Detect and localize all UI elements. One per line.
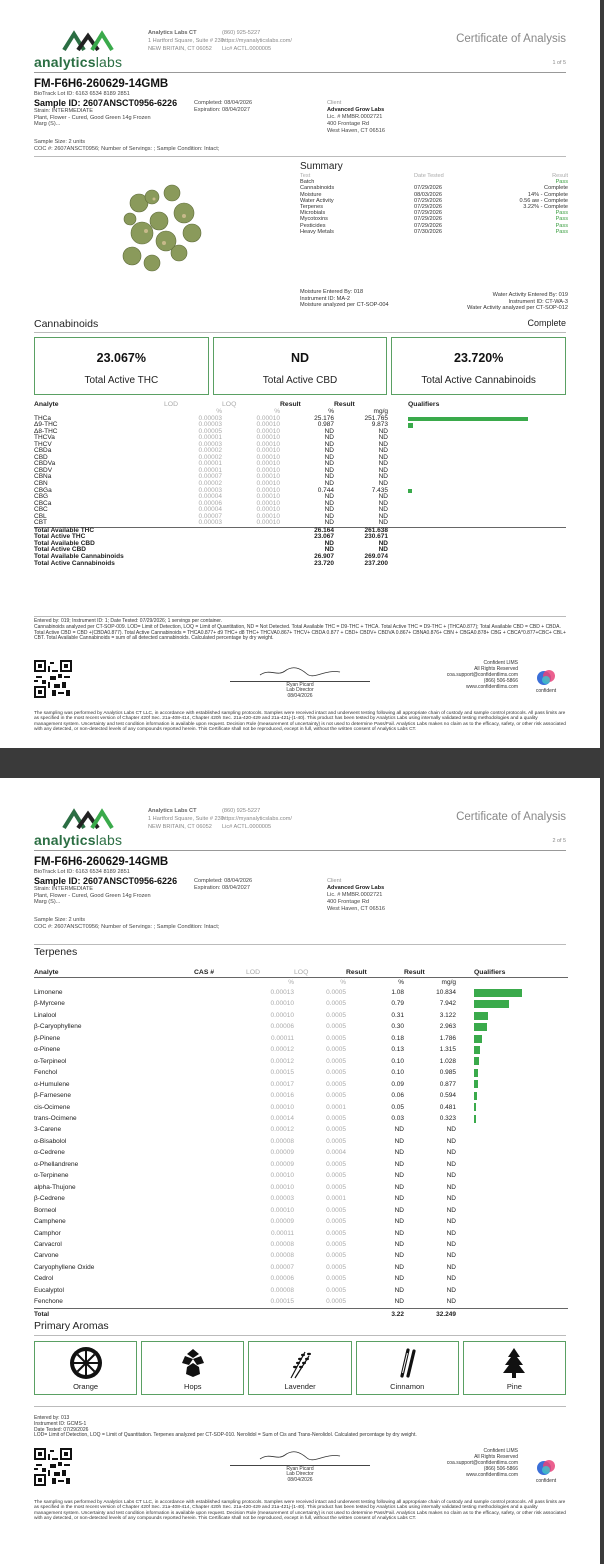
result-bar: [474, 1012, 488, 1020]
table-units: % % % mg/g: [216, 408, 388, 415]
table-row: Fenchol 0.00015 0.0005 0.10 0.985: [34, 1067, 568, 1078]
orange-icon: [69, 1346, 103, 1380]
summary-row: Moisture 08/03/2026 14% - Complete: [300, 191, 568, 198]
table-row: β-Cedrene 0.00003 0.0001 ND ND: [34, 1195, 456, 1203]
cannabinoid-totals: [34, 337, 566, 395]
aroma-label: Orange: [73, 1382, 99, 1391]
moisture-notes: Moisture Entered By: 018 Instrument ID: MA-2 Moisture analyzed per CT-SOP-004: [300, 289, 389, 309]
table-row: CBN 0.00002 0.00010 ND ND: [34, 480, 388, 488]
table-row: CBG 0.00004 0.00010 ND ND: [34, 493, 388, 501]
certificate-title: Certificate of Analysis: [456, 811, 566, 823]
result-bar: [474, 1035, 482, 1043]
summary-panel: [300, 161, 568, 316]
cannabinoids-status: Complete: [527, 318, 566, 328]
lot-title: FM-F6H6-260629-14GMB: [34, 78, 169, 90]
confident-logo-icon: [536, 1458, 556, 1476]
divider: [34, 616, 566, 617]
aroma-hops: [141, 1341, 244, 1395]
table-row: alpha-Thujone 0.00010 0.0005 ND ND: [34, 1183, 456, 1191]
table-units: % % % mg/g: [288, 979, 456, 986]
qr-code-icon[interactable]: [34, 1448, 72, 1486]
result-bar: [474, 1103, 476, 1111]
total-row: Total Active CBD ND ND: [34, 546, 388, 554]
divider: [34, 944, 566, 945]
table-row: CBDV 0.00001 0.00010 ND ND: [34, 466, 388, 474]
result-bar: [474, 1057, 479, 1065]
terpenes-title: Terpenes: [34, 946, 78, 958]
table-row: Camphene 0.00009 0.0005 ND ND: [34, 1218, 456, 1226]
confident-logo-icon: [536, 668, 556, 686]
table-row: β-Farnesene 0.00016 0.0005 0.06 0.594: [34, 1090, 568, 1101]
coa-page-1: [0, 0, 600, 748]
table-row: THCVa 0.00001 0.00010 ND ND: [34, 434, 388, 442]
confident-logo: confident: [528, 1458, 564, 1484]
table-row: cis-Ocimene 0.00010 0.0001 0.05 0.481: [34, 1102, 568, 1113]
summary-row: Pesticides 07/29/2026 Pass: [300, 222, 568, 229]
sample-size: Sample Size: 2 units COC #: 2607ANSCT0956; Number of Servings: ; Sample Condition: Intact;: [34, 139, 220, 152]
summary-row: Batch Pass: [300, 179, 568, 186]
lab-contact: (860) 925-5227 https://myanalyticslabs.com/ Lic# ACTL.0000005: [222, 808, 292, 830]
page-header: [34, 22, 566, 72]
client-info: Client Advanced Grow Labs Lic. # MMBR.0002721 400 Frontage Rd West Haven, CT 06516: [327, 100, 385, 134]
table-row: CBC 0.00004 0.00010 ND ND: [34, 506, 388, 514]
water-activity-notes: Water Activity Entered By: 019 Instrument ID: CT-WA-3 Water Activity analyzed per CT-SOP-012: [467, 292, 568, 312]
result-bar: [408, 417, 528, 422]
sample-id: Sample ID: 2607ANSCT0956-6226: [34, 876, 178, 886]
table-row: α-Bisabolol 0.00008 0.0005 ND ND: [34, 1137, 456, 1145]
pine-icon: [497, 1346, 531, 1380]
table-row: THCa 0.00003 0.00010 25.176 251.765: [34, 416, 566, 423]
divider: [34, 332, 566, 333]
lab-website-link[interactable]: https://myanalyticslabs.com/: [222, 38, 292, 44]
table-row: α-Cedrene 0.00009 0.0004 ND ND: [34, 1149, 456, 1157]
coa-page-2: [0, 778, 600, 1564]
divider: [34, 72, 566, 73]
signature-block: Ryan Picard Lab Director 08/04/2026: [230, 1450, 370, 1483]
total-row: Total Available CBD ND ND: [34, 539, 388, 547]
table-row: Carvone 0.00008 0.0005 ND ND: [34, 1252, 456, 1260]
result-bar: [474, 1092, 477, 1100]
table-row: Carvacrol 0.00008 0.0005 ND ND: [34, 1240, 456, 1248]
qr-code-icon[interactable]: [34, 660, 72, 698]
table-row: CBDa 0.00002 0.00010 ND ND: [34, 447, 388, 455]
summary-row: Water Activity 07/29/2026 0.56 aw - Complete: [300, 197, 568, 204]
signature-icon: [255, 666, 345, 678]
total-row: Total Active Cannabinoids 23.720 237.200: [34, 559, 388, 567]
hops-icon: [176, 1346, 210, 1380]
biotrack-id: BioTrack Lot ID: 6163 6534 8189 2851: [34, 91, 130, 97]
aroma-lavender: [248, 1341, 351, 1395]
total-row: Total Active THC 23.067 230.671: [34, 533, 388, 541]
table-row: α-Terpineol 0.00012 0.0005 0.10 1.028: [34, 1056, 568, 1067]
result-bar: [474, 1115, 476, 1123]
lab-contact: (860) 925-5227 https://myanalyticslabs.com/ Lic# ACTL.0000005: [222, 30, 292, 52]
sample-details: Strain: INTERMEDIATE Plant, Flower - Cured, Good Green 14g Frozen Marg (S)...: [34, 886, 151, 906]
table-row: CBCa 0.00006 0.00010 ND ND: [34, 499, 388, 507]
sample-dates: Completed: 08/04/2026 Expiration: 08/04/2027: [194, 100, 253, 113]
divider: [34, 850, 566, 851]
total-box-thc: 23.067% Total Active THC: [34, 337, 209, 395]
support-email-link[interactable]: coa.support@confidentlims.com: [446, 1460, 518, 1466]
confident-lims-info: Confident LIMS All Rights Reserved coa.support@confidentlims.com (866) 506-5866 www.confidentlims.com: [446, 660, 518, 690]
table-row: CBDVa 0.00001 0.00010 ND ND: [34, 460, 388, 468]
table-row: CBD 0.00002 0.00010 ND ND: [34, 453, 388, 461]
lab-address: Analytics Labs CT 1 Hartford Square, Suite # 230 NEW BRITAIN, CT 06052: [148, 808, 224, 830]
terpene-notes: Entered by: 013 Instrument ID: GCMS-1 Date Tested: 07/29/2026 LOD= Limit of Detection, LOQ = Limit of Quantitation. Terpenes analyzed per CT-SOP-010. Nerolidol = Sum of Cis and Trans-Nerolidol. Calculated percentage by dry weight.: [34, 1415, 417, 1439]
confident-lims-info: Confident LIMS All Rights Reserved coa.support@confidentlims.com (866) 506-5866 www.confidentlims.com: [446, 1448, 518, 1478]
result-bar: [474, 989, 522, 997]
summary-row: Microbials 07/29/2026 Pass: [300, 210, 568, 217]
signature-icon: [255, 1450, 345, 1462]
divider: [34, 156, 566, 157]
sample-size: Sample Size: 2 units COC #: 2607ANSCT0956; Number of Servings: ; Sample Condition: Intact;: [34, 917, 220, 930]
terpenes-table: [34, 968, 568, 1320]
table-row: CBNa 0.00007 0.00010 ND ND: [34, 473, 388, 481]
aroma-pine: [463, 1341, 566, 1395]
aroma-label: Pine: [506, 1382, 522, 1391]
table-row: β-Caryophyllene 0.00006 0.0005 0.30 2.963: [34, 1021, 568, 1032]
table-row: α-Pinene 0.00012 0.0005 0.13 1.315: [34, 1044, 568, 1055]
analytics-labs-logo-icon: [62, 808, 118, 830]
summary-header: Test Date Tested Result: [300, 173, 568, 179]
table-row: Linalool 0.00010 0.0005 0.31 3.122: [34, 1010, 568, 1021]
support-email-link[interactable]: coa.support@confidentlims.com: [446, 672, 518, 678]
table-row: Borneol 0.00010 0.0005 ND ND: [34, 1206, 456, 1214]
table-row: Fenchone 0.00015 0.0005 ND ND: [34, 1298, 456, 1306]
sample-photo: [34, 161, 294, 316]
page-number: 1 of 5: [552, 60, 566, 66]
sample-id: Sample ID: 2607ANSCT0956-6226: [34, 98, 178, 108]
client-info: Client Advanced Grow Labs Lic. # MMBR.0002721 400 Frontage Rd West Haven, CT 06516: [327, 878, 385, 912]
table-row: Camphor 0.00011 0.0005 ND ND: [34, 1229, 456, 1237]
table-row: Eucalyptol 0.00008 0.0005 ND ND: [34, 1286, 456, 1294]
sample-details: Strain: INTERMEDIATE Plant, Flower - Cured, Good Green 14g Frozen Marg (S)...: [34, 108, 151, 128]
signature-block: Ryan Picard Lab Director 08/04/2026: [230, 666, 370, 699]
table-row: THCV 0.00003 0.00010 ND ND: [34, 440, 388, 448]
primary-aromas-title: Primary Aromas: [34, 1320, 109, 1332]
cannabinoids-table: [34, 401, 566, 567]
confident-logo: confident: [528, 668, 564, 694]
result-bar: [408, 489, 412, 494]
table-row: Δ8-THC 0.00005 0.00010 ND ND: [34, 427, 388, 435]
total-box-cannabinoids: 23.720% Total Active Cannabinoids: [391, 337, 566, 395]
divider: [34, 1335, 566, 1336]
page-number: 2 of 5: [552, 838, 566, 844]
disclaimer: The sampling was performed by Analytics Labs CT LLC, in accordance with established sampling protocols. Samples were received intact and underwent testing following all appropriate chain of custody and sample control protocols. All pass limits are as specified in the most recent version of Chapter 420f Sec. 21a-408-414, Chapter 420h Sec. 21a-420-429 and 21a-421j-(1-40). This product has been tested by Analytics Labs using internally validated testing methodologies and a quality management system. Uncertainty and test condition information is available upon request. Decision Rule (measurement of uncertainty) is not used to determine Pass/Fail. Analytics Labs makes no claim as to the efficacy, safety, or other risk associated with any detected, or non-detected levels of any compounds reported herein. This Certificate shall not be reproduced, except in full, without the written consent of Analytics Labs CT.: [34, 1500, 566, 1521]
primary-aromas: [34, 1341, 566, 1395]
total-row: Total Available THC 26.164 261.638: [34, 527, 566, 534]
lab-address: Analytics Labs CT 1 Hartford Square, Suite # 230 NEW BRITAIN, CT 06052: [148, 30, 224, 52]
table-row: CBT 0.00003 0.00010 ND ND: [34, 519, 388, 527]
table-row: α-Humulene 0.00017 0.0005 0.09 0.877: [34, 1079, 568, 1090]
result-bar: [474, 1000, 509, 1008]
summary-row: Heavy Metals 07/30/2026 Pass: [300, 228, 568, 235]
confident-website-link[interactable]: www.confidentlims.com: [466, 684, 518, 690]
lot-title: FM-F6H6-260629-14GMB: [34, 856, 169, 868]
table-row: β-Pinene 0.00011 0.0005 0.18 1.786: [34, 1033, 568, 1044]
confident-website-link[interactable]: www.confidentlims.com: [466, 1472, 518, 1478]
table-row: 3-Carene 0.00012 0.0005 ND ND: [34, 1126, 456, 1134]
logo-text: analyticslabs: [34, 54, 123, 70]
aroma-cinnamon: [356, 1341, 459, 1395]
aroma-label: Cinnamon: [390, 1382, 425, 1391]
cannabinoid-notes: Entered by: 019; Instrument ID: 1; Date Tested: 07/29/2026; 1 servings per container. Cannabinoids analyzed per CT-SOP-009. LOD= Limit of Detection, LOQ = Limit of Quantitation, ND = Not Detected. Total Available THC = D9-THC + THCA. Total Active THC = D9-THC + (THCA0.877); Total Available CBD = CBD + CBDA. Total Active CBD = CBD +(CBDA0.877). Total Active Cannabinoids = THCA0.877+ d9 THC+ d8 THC+ THCVA0.867+ THCV+ CBDA 0.877 + CBD+ CBDV+ CBDVA 0.867+ CBNA0.876+ CBN + CBGA0.878+ CBG + CBCA*0.877+CBC+ CBL+ CBT. Total Available Cannabinoids = sum of all detected cannabinoids. Calculated percentage by dry weight.: [34, 618, 566, 642]
cinnamon-icon: [390, 1346, 424, 1380]
biotrack-id: BioTrack Lot ID: 6163 6534 8189 2851: [34, 869, 130, 875]
result-bar: [408, 423, 413, 428]
result-bar: [474, 1046, 480, 1054]
result-bar: [474, 1080, 478, 1088]
table-row: trans-Ocimene 0.00014 0.0005 0.03 0.323: [34, 1113, 568, 1124]
table-row: CBGa 0.00003 0.00010 0.744 7.435: [34, 488, 566, 495]
total-box-cbd: ND Total Active CBD: [213, 337, 388, 395]
result-bar: [474, 1023, 487, 1031]
table-row: β-Myrcene 0.00010 0.0005 0.79 7.942: [34, 998, 568, 1009]
table-header: Analyte CAS # LOD LOQ Result Result Qualifiers: [34, 968, 568, 978]
divider: [34, 1406, 566, 1407]
summary-row: Mycotoxins 07/29/2026 Pass: [300, 216, 568, 223]
certificate-title: Certificate of Analysis: [456, 33, 566, 45]
table-row: Caryophyllene Oxide 0.00007 0.0005 ND ND: [34, 1263, 456, 1271]
lavender-icon: [283, 1346, 317, 1380]
table-row: Limonene 0.00013 0.0005 1.08 10.834: [34, 987, 568, 998]
aroma-label: Lavender: [284, 1382, 316, 1391]
total-row: Total Available Cannabinoids 26.907 269.074: [34, 553, 388, 561]
summary-row: Cannabinoids 07/29/2026 Complete: [300, 185, 568, 192]
sample-dates: Completed: 08/04/2026 Expiration: 08/04/2027: [194, 878, 253, 891]
total-row: Total 3.22 32.249: [34, 1308, 568, 1320]
aroma-orange: [34, 1341, 137, 1395]
table-row: Δ9-THC 0.00003 0.00010 0.987 9.873: [34, 422, 566, 429]
aroma-label: Hops: [184, 1382, 202, 1391]
table-row: Cedrol 0.00006 0.0005 ND ND: [34, 1275, 456, 1283]
disclaimer: The sampling was performed by Analytics Labs CT LLC, in accordance with established sampling protocols. Samples were received intact and underwent testing following all appropriate chain of custody and sample control protocols. All pass limits are as specified in the most recent version of Chapter 420f Sec. 21a-408-414, Chapter 420h Sec. 21a-420-429 and 21a-421j-(1-40). This product has been tested by Analytics Labs using internally validated testing methodologies and a quality management system. Uncertainty and test condition information is available upon request. Decision Rule (measurement of uncertainty) is not used to determine Pass/Fail. Analytics Labs makes no claim as to the efficacy, safety, or other risk associated with any detected, or non-detected levels of any compounds reported herein. This Certificate shall not be reproduced, except in full, without the written consent of Analytics Labs CT.: [34, 711, 566, 732]
page-header: [34, 800, 566, 850]
lab-website-link[interactable]: https://myanalyticslabs.com/: [222, 816, 292, 822]
table-row: CBL 0.00007 0.00010 ND ND: [34, 512, 388, 520]
table-row: α-Terpinene 0.00010 0.0005 ND ND: [34, 1172, 456, 1180]
table-row: α-Phellandrene 0.00009 0.0005 ND ND: [34, 1160, 456, 1168]
summary-title: Summary: [300, 161, 343, 172]
table-header: Analyte LOD LOQ Result Result Qualifiers: [34, 401, 440, 408]
summary-row: Terpenes 07/29/2026 3.22% - Complete: [300, 204, 568, 211]
analytics-labs-logo-icon: [62, 30, 118, 52]
cannabinoids-title: Cannabinoids: [34, 318, 99, 330]
logo-text: analyticslabs: [34, 832, 123, 848]
result-bar: [474, 1069, 478, 1077]
